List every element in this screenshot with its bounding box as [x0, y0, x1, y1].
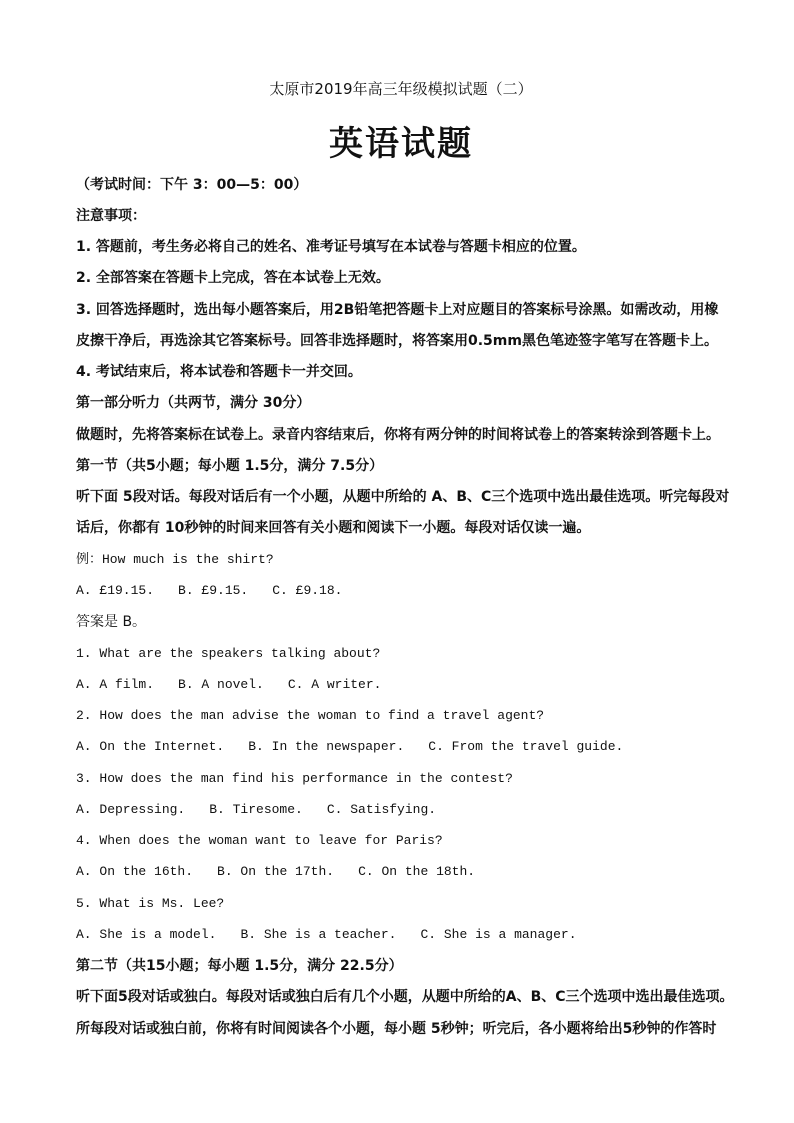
- option-a: A. On the Internet.: [76, 739, 225, 754]
- exam-title: 英语试题: [329, 124, 473, 164]
- part1-heading: 第一部分听力（共两节，满分 30分）: [76, 395, 311, 411]
- section2-instruction: 听下面5段对话或独白。每段对话或独白后有几个小题，从题中所给的A、B、C三个选项中选出最佳选项。: [76, 989, 734, 1005]
- notice-item-1: 1. 答题前，考生务必将自己的姓名、准考证号填写在本试卷与答题卡相应的位置。: [76, 239, 586, 255]
- question-3-options: [76, 800, 460, 820]
- option-a: A. £19.15.: [76, 583, 155, 598]
- notice-item-3: 3. 回答选择题时，选出每小题答案后，用2B铅笔把答题卡上对应题目的答案标号涂黑。如需改动，用橡: [76, 302, 719, 318]
- part1-instruction: 做题时，先将答案标在试卷上。录音内容结束后，你将有两分钟的时间将试卷上的答案转涂到答题卡上。: [76, 427, 720, 443]
- notice-item-3-cont: 皮擦干净后，再选涂其它答案标号。回答非选择题时，将答案用0.5mm黑色笔迹签字笔写在答题卡上。: [76, 333, 718, 349]
- option-c: C. Satisfying.: [326, 802, 437, 817]
- question-1-options: [76, 675, 405, 695]
- option-a: A. A film.: [76, 677, 155, 692]
- question-4: 4. When does the woman want to leave for Paris?: [76, 833, 443, 848]
- notice-item-2: 2. 全部答案在答题卡上完成，答在本试卷上无效。: [76, 270, 390, 286]
- exam-time: （考试时间：下午 3：00—5：00）: [76, 177, 308, 193]
- example-answer: 答案是 B。: [76, 614, 147, 630]
- notice-heading: 注意事项：: [76, 208, 146, 224]
- example-options: [76, 581, 366, 601]
- question-5: 5. What is Ms. Lee?: [76, 896, 225, 911]
- option-c: C. She is a manager.: [420, 927, 577, 942]
- option-b: B. On the 17th.: [217, 864, 335, 879]
- question-2: 2. How does the man advise the woman to find a travel agent?: [76, 708, 545, 723]
- section2-heading: 第二节（共15小题；每小题 1.5分，满分 22.5分）: [76, 958, 403, 974]
- option-c: C. From the travel guide.: [428, 739, 624, 754]
- option-c: C. A writer.: [287, 677, 382, 692]
- section2-instruction-cont: 所每段对话或独白前，你将有时间阅读各个小题，每小题 5秒钟；听完后，各小题将给出5秒钟的作答时: [76, 1021, 717, 1037]
- option-c: C. £9.18.: [272, 583, 343, 598]
- option-b: B. £9.15.: [178, 583, 249, 598]
- notice-item-4: 4. 考试结束后，将本试卷和答题卡一并交回。: [76, 364, 362, 380]
- question-3: 3. How does the man find his performance in the contest?: [76, 771, 513, 786]
- option-a: A. Depressing.: [76, 802, 186, 817]
- question-1: 1. What are the speakers talking about?: [76, 646, 381, 661]
- question-2-options: [76, 737, 647, 757]
- option-a: A. On the 16th.: [76, 864, 194, 879]
- section1-instruction-cont: 话后，你都有 10秒钟的时间来回答有关小题和阅读下一小题。每段对话仅读一遍。: [76, 520, 591, 536]
- option-b: B. Tiresome.: [209, 802, 303, 817]
- option-b: B. A novel.: [178, 677, 264, 692]
- option-b: B. She is a teacher.: [240, 927, 397, 942]
- option-a: A. She is a model.: [76, 927, 217, 942]
- option-c: C. On the 18th.: [358, 864, 476, 879]
- section1-heading: 第一节（共5小题；每小题 1.5分，满分 7.5分）: [76, 458, 384, 474]
- option-b: B. In the newspaper.: [248, 739, 405, 754]
- question-5-options: [76, 925, 601, 945]
- example-question: 例：How much is the shirt?: [76, 552, 274, 567]
- section1-instruction: 听下面 5段对话。每段对话后有一个小题，从题中所给的 A、B、C三个选项中选出最佳选项。听完每段对: [76, 489, 730, 505]
- question-4-options: [76, 862, 499, 882]
- exam-subtitle: 太原市2019年高三年级模拟试题（二）: [269, 80, 533, 98]
